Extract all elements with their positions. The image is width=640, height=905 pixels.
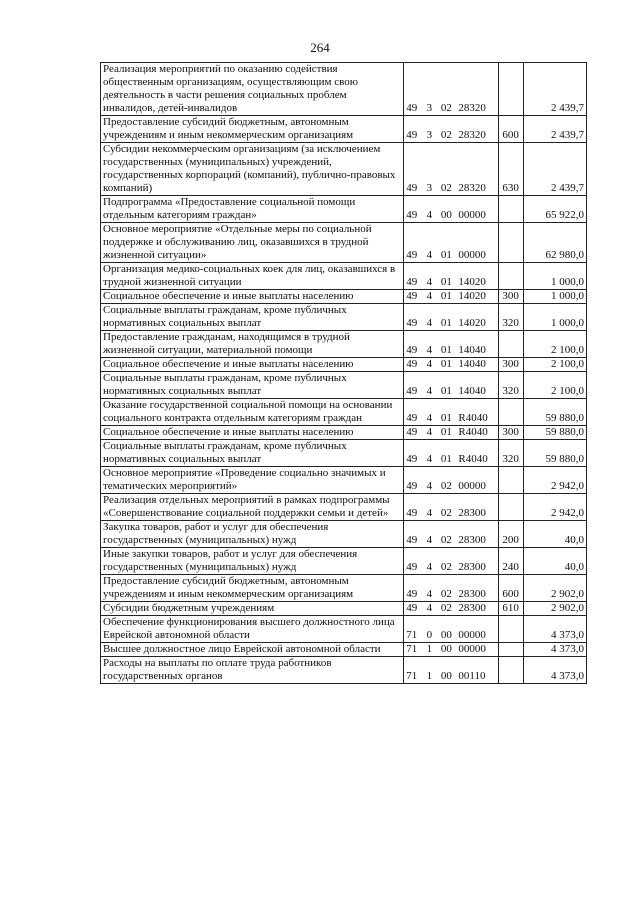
- subprogram-code-cell: 0: [422, 616, 436, 643]
- amount-cell: 2 902,0: [523, 575, 586, 602]
- subprogram-code-cell: 4: [422, 331, 436, 358]
- event-code-cell: 02: [436, 602, 456, 616]
- amount-cell: 1 000,0: [523, 290, 586, 304]
- amount-cell: 4 373,0: [523, 616, 586, 643]
- table-row: [101, 602, 587, 616]
- amount-cell: 59 880,0: [523, 399, 586, 426]
- event-code-cell: 02: [436, 116, 456, 143]
- table-row: [101, 304, 587, 331]
- expense-name-cell: Оказание государственной социальной помощи на основании социального контракта отдельным категориям граждан: [101, 399, 404, 426]
- program-code-cell: 49: [404, 196, 423, 223]
- direction-code-cell: 28300: [456, 494, 498, 521]
- expense-type-cell: 300: [498, 426, 523, 440]
- event-code-cell: 01: [436, 290, 456, 304]
- event-code-cell: 02: [436, 143, 456, 196]
- table-row: [101, 657, 587, 684]
- direction-code-cell: R4040: [456, 440, 498, 467]
- program-code-cell: 49: [404, 575, 423, 602]
- expense-name-cell: Организация медико-социальных коек для лиц, оказавшихся в трудной жизненной ситуации: [101, 263, 404, 290]
- program-code-cell: 49: [404, 467, 423, 494]
- event-code-cell: 01: [436, 358, 456, 372]
- expense-type-cell: 200: [498, 521, 523, 548]
- amount-cell: 59 880,0: [523, 426, 586, 440]
- amount-cell: 2 439,7: [523, 116, 586, 143]
- expense-type-cell: 320: [498, 304, 523, 331]
- budget-table: [100, 62, 587, 684]
- program-code-cell: 49: [404, 494, 423, 521]
- program-code-cell: 49: [404, 223, 423, 263]
- expense-type-cell: [498, 657, 523, 684]
- direction-code-cell: 14020: [456, 304, 498, 331]
- expense-type-cell: [498, 643, 523, 657]
- subprogram-code-cell: 3: [422, 143, 436, 196]
- direction-code-cell: 00000: [456, 196, 498, 223]
- expense-name-cell: Социальные выплаты гражданам, кроме публичных нормативных социальных выплат: [101, 304, 404, 331]
- budget-table-body: [101, 63, 587, 684]
- expense-type-cell: [498, 616, 523, 643]
- amount-cell: 2 439,7: [523, 143, 586, 196]
- event-code-cell: 01: [436, 304, 456, 331]
- subprogram-code-cell: 4: [422, 196, 436, 223]
- event-code-cell: 02: [436, 548, 456, 575]
- expense-name-cell: Субсидии некоммерческим организациям (за исключением государственных (муниципальных) учреждений, государственных корпораций (компаний), публично-правовых компаний): [101, 143, 404, 196]
- subprogram-code-cell: 4: [422, 372, 436, 399]
- expense-type-cell: [498, 331, 523, 358]
- subprogram-code-cell: 4: [422, 304, 436, 331]
- event-code-cell: 01: [436, 399, 456, 426]
- table-row: [101, 116, 587, 143]
- program-code-cell: 49: [404, 304, 423, 331]
- subprogram-code-cell: 4: [422, 399, 436, 426]
- direction-code-cell: 14020: [456, 263, 498, 290]
- direction-code-cell: 14040: [456, 358, 498, 372]
- subprogram-code-cell: 4: [422, 223, 436, 263]
- table-row: [101, 372, 587, 399]
- event-code-cell: 02: [436, 467, 456, 494]
- amount-cell: 2 902,0: [523, 602, 586, 616]
- expense-type-cell: [498, 223, 523, 263]
- event-code-cell: 00: [436, 657, 456, 684]
- expense-type-cell: [498, 63, 523, 116]
- table-row: [101, 616, 587, 643]
- table-row: [101, 223, 587, 263]
- direction-code-cell: 28300: [456, 602, 498, 616]
- amount-cell: 1 000,0: [523, 304, 586, 331]
- amount-cell: 2 439,7: [523, 63, 586, 116]
- event-code-cell: 01: [436, 223, 456, 263]
- event-code-cell: 00: [436, 196, 456, 223]
- expense-type-cell: [498, 494, 523, 521]
- amount-cell: 40,0: [523, 521, 586, 548]
- program-code-cell: 49: [404, 143, 423, 196]
- expense-type-cell: 600: [498, 116, 523, 143]
- program-code-cell: 71: [404, 616, 423, 643]
- program-code-cell: 49: [404, 116, 423, 143]
- direction-code-cell: 14040: [456, 331, 498, 358]
- subprogram-code-cell: 1: [422, 643, 436, 657]
- table-row: [101, 440, 587, 467]
- expense-name-cell: Закупка товаров, работ и услуг для обеспечения государственных (муниципальных) нужд: [101, 521, 404, 548]
- expense-type-cell: 320: [498, 372, 523, 399]
- expense-type-cell: 600: [498, 575, 523, 602]
- table-row: [101, 494, 587, 521]
- program-code-cell: 71: [404, 657, 423, 684]
- event-code-cell: 02: [436, 63, 456, 116]
- table-row: [101, 331, 587, 358]
- event-code-cell: 01: [436, 331, 456, 358]
- event-code-cell: 02: [436, 575, 456, 602]
- amount-cell: 1 000,0: [523, 263, 586, 290]
- event-code-cell: 01: [436, 263, 456, 290]
- subprogram-code-cell: 4: [422, 521, 436, 548]
- direction-code-cell: 00000: [456, 467, 498, 494]
- amount-cell: 40,0: [523, 548, 586, 575]
- subprogram-code-cell: 1: [422, 657, 436, 684]
- program-code-cell: 49: [404, 63, 423, 116]
- program-code-cell: 49: [404, 548, 423, 575]
- program-code-cell: 49: [404, 399, 423, 426]
- table-row: [101, 399, 587, 426]
- direction-code-cell: 28300: [456, 548, 498, 575]
- direction-code-cell: 00000: [456, 223, 498, 263]
- amount-cell: 2 100,0: [523, 358, 586, 372]
- amount-cell: 62 980,0: [523, 223, 586, 263]
- expense-type-cell: [498, 467, 523, 494]
- event-code-cell: 01: [436, 440, 456, 467]
- event-code-cell: 02: [436, 494, 456, 521]
- amount-cell: 2 100,0: [523, 331, 586, 358]
- direction-code-cell: 00000: [456, 643, 498, 657]
- program-code-cell: 49: [404, 290, 423, 304]
- table-row: [101, 426, 587, 440]
- table-row: [101, 263, 587, 290]
- expense-name-cell: Социальное обеспечение и иные выплаты населению: [101, 426, 404, 440]
- expense-name-cell: Основное мероприятие «Отдельные меры по социальной поддержке и обслуживанию лиц, оказавшихся в трудной жизненной ситуации»: [101, 223, 404, 263]
- expense-name-cell: Социальное обеспечение и иные выплаты населению: [101, 358, 404, 372]
- table-row: [101, 196, 587, 223]
- program-code-cell: 49: [404, 440, 423, 467]
- expense-name-cell: Подпрограмма «Предоставление социальной помощи отдельным категориям граждан»: [101, 196, 404, 223]
- expense-type-cell: 300: [498, 358, 523, 372]
- event-code-cell: 00: [436, 643, 456, 657]
- direction-code-cell: 14040: [456, 372, 498, 399]
- subprogram-code-cell: 4: [422, 290, 436, 304]
- amount-cell: 65 922,0: [523, 196, 586, 223]
- expense-name-cell: Иные закупки товаров, работ и услуг для обеспечения государственных (муниципальных) нужд: [101, 548, 404, 575]
- table-row: [101, 143, 587, 196]
- expense-type-cell: [498, 399, 523, 426]
- expense-name-cell: Социальные выплаты гражданам, кроме публичных нормативных социальных выплат: [101, 440, 404, 467]
- program-code-cell: 71: [404, 643, 423, 657]
- table-row: [101, 643, 587, 657]
- direction-code-cell: 28300: [456, 575, 498, 602]
- expense-name-cell: Реализация отдельных мероприятий в рамках подпрограммы «Совершенствование социальной поддержки семьи и детей»: [101, 494, 404, 521]
- expense-name-cell: Предоставление субсидий бюджетным, автономным учреждениям и иным некоммерческим организациям: [101, 116, 404, 143]
- table-row: [101, 63, 587, 116]
- program-code-cell: 49: [404, 521, 423, 548]
- table-row: [101, 548, 587, 575]
- subprogram-code-cell: 3: [422, 116, 436, 143]
- expense-type-cell: 630: [498, 143, 523, 196]
- expense-name-cell: Высшее должностное лицо Еврейской автономной области: [101, 643, 404, 657]
- expense-type-cell: 610: [498, 602, 523, 616]
- table-row: [101, 467, 587, 494]
- subprogram-code-cell: 4: [422, 602, 436, 616]
- subprogram-code-cell: 4: [422, 440, 436, 467]
- program-code-cell: 49: [404, 263, 423, 290]
- direction-code-cell: 00000: [456, 616, 498, 643]
- expense-name-cell: Основное мероприятие «Проведение социально значимых и тематических мероприятий»: [101, 467, 404, 494]
- direction-code-cell: 14020: [456, 290, 498, 304]
- direction-code-cell: R4040: [456, 426, 498, 440]
- event-code-cell: 01: [436, 426, 456, 440]
- expense-name-cell: Социальное обеспечение и иные выплаты населению: [101, 290, 404, 304]
- direction-code-cell: 28320: [456, 143, 498, 196]
- event-code-cell: 00: [436, 616, 456, 643]
- event-code-cell: 02: [436, 521, 456, 548]
- expense-type-cell: 320: [498, 440, 523, 467]
- subprogram-code-cell: 4: [422, 494, 436, 521]
- expense-name-cell: Реализация мероприятий по оказанию содействия общественным организациям, осуществляющим свою деятельность в части решения социальных проблем инвалидов, детей-инвалидов: [101, 63, 404, 116]
- expense-name-cell: Социальные выплаты гражданам, кроме публичных нормативных социальных выплат: [101, 372, 404, 399]
- amount-cell: 59 880,0: [523, 440, 586, 467]
- direction-code-cell: 28320: [456, 116, 498, 143]
- table-row: [101, 358, 587, 372]
- direction-code-cell: R4040: [456, 399, 498, 426]
- program-code-cell: 49: [404, 372, 423, 399]
- expense-name-cell: Субсидии бюджетным учреждениям: [101, 602, 404, 616]
- subprogram-code-cell: 3: [422, 63, 436, 116]
- direction-code-cell: 00110: [456, 657, 498, 684]
- program-code-cell: 49: [404, 426, 423, 440]
- amount-cell: 2 942,0: [523, 494, 586, 521]
- subprogram-code-cell: 4: [422, 426, 436, 440]
- program-code-cell: 49: [404, 602, 423, 616]
- direction-code-cell: 28300: [456, 521, 498, 548]
- event-code-cell: 01: [436, 372, 456, 399]
- subprogram-code-cell: 4: [422, 358, 436, 372]
- table-row: [101, 290, 587, 304]
- expense-name-cell: Предоставление гражданам, находящимся в трудной жизненной ситуации, материальной помощи: [101, 331, 404, 358]
- subprogram-code-cell: 4: [422, 548, 436, 575]
- amount-cell: 4 373,0: [523, 657, 586, 684]
- table-row: [101, 521, 587, 548]
- direction-code-cell: 28320: [456, 63, 498, 116]
- subprogram-code-cell: 4: [422, 263, 436, 290]
- table-row: [101, 575, 587, 602]
- expense-name-cell: Обеспечение функционирования высшего должностного лица Еврейской автономной области: [101, 616, 404, 643]
- page-number: 264: [310, 40, 330, 55]
- expense-name-cell: Расходы на выплаты по оплате труда работников государственных органов: [101, 657, 404, 684]
- subprogram-code-cell: 4: [422, 467, 436, 494]
- program-code-cell: 49: [404, 331, 423, 358]
- amount-cell: 2 942,0: [523, 467, 586, 494]
- program-code-cell: 49: [404, 358, 423, 372]
- amount-cell: 4 373,0: [523, 643, 586, 657]
- subprogram-code-cell: 4: [422, 575, 436, 602]
- expense-type-cell: 300: [498, 290, 523, 304]
- expense-type-cell: [498, 263, 523, 290]
- amount-cell: 2 100,0: [523, 372, 586, 399]
- expense-name-cell: Предоставление субсидий бюджетным, автономным учреждениям и иным некоммерческим организациям: [101, 575, 404, 602]
- expense-type-cell: [498, 196, 523, 223]
- expense-type-cell: 240: [498, 548, 523, 575]
